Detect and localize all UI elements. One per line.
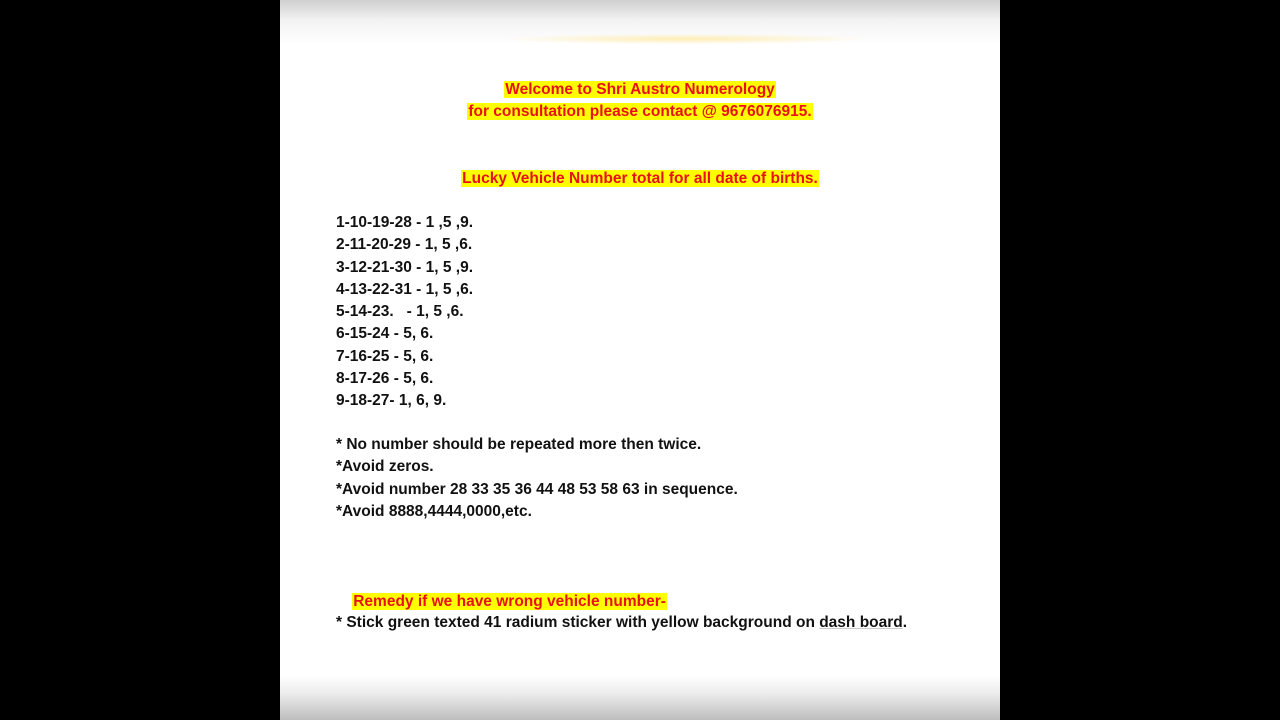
remedy-text-start: * Stick green texted 41 radium sticker with yellow background on <box>336 614 820 631</box>
heading-line <box>280 169 1000 188</box>
rule-item: * No number should be repeated more then twice. <box>336 436 702 453</box>
rule-item: *Avoid 8888,4444,0000,etc. <box>336 502 532 520</box>
list-item: 7-16-25 - 5, 6. <box>336 347 434 365</box>
lucky-number-heading: Lucky Vehicle Number total for all date of births. <box>462 170 818 187</box>
rules-list <box>336 434 738 523</box>
list-item: 5-14-23. - 1, 5 ,6. <box>336 303 464 321</box>
welcome-text: Welcome to Shri Austro Numerology <box>505 81 775 98</box>
header-line-1 <box>280 80 1000 99</box>
top-glow <box>510 34 860 44</box>
rule-item: *Avoid number 28 33 35 36 44 48 53 58 63 in sequence. <box>336 480 738 498</box>
remedy-heading: Remedy if we have wrong vehicle number- <box>353 593 666 610</box>
remedy-text <box>336 612 907 634</box>
remedy-text-underlined: dash board <box>819 614 903 631</box>
list-item: 1-10-19-28 - 1 ,5 ,9. <box>336 214 473 231</box>
contact-text: for consultation please contact @ 9676076915. <box>468 103 812 120</box>
header-line-2 <box>280 102 1000 121</box>
bottom-shadow <box>280 676 1000 720</box>
list-item: 4-13-22-31 - 1, 5 ,6. <box>336 280 473 298</box>
list-item: 6-15-24 - 5, 6. <box>336 325 434 343</box>
list-item: 3-12-21-30 - 1, 5 ,9. <box>336 258 473 276</box>
document-page <box>280 0 1000 720</box>
list-item: 8-17-26 - 5, 6. <box>336 370 434 388</box>
list-item: 9-18-27- 1, 6, 9. <box>336 392 447 410</box>
remedy-text-end: . <box>902 614 908 631</box>
birth-number-list <box>336 212 473 413</box>
rule-item: *Avoid zeros. <box>336 458 434 476</box>
list-item: 2-11-20-29 - 1, 5 ,6. <box>336 236 473 254</box>
